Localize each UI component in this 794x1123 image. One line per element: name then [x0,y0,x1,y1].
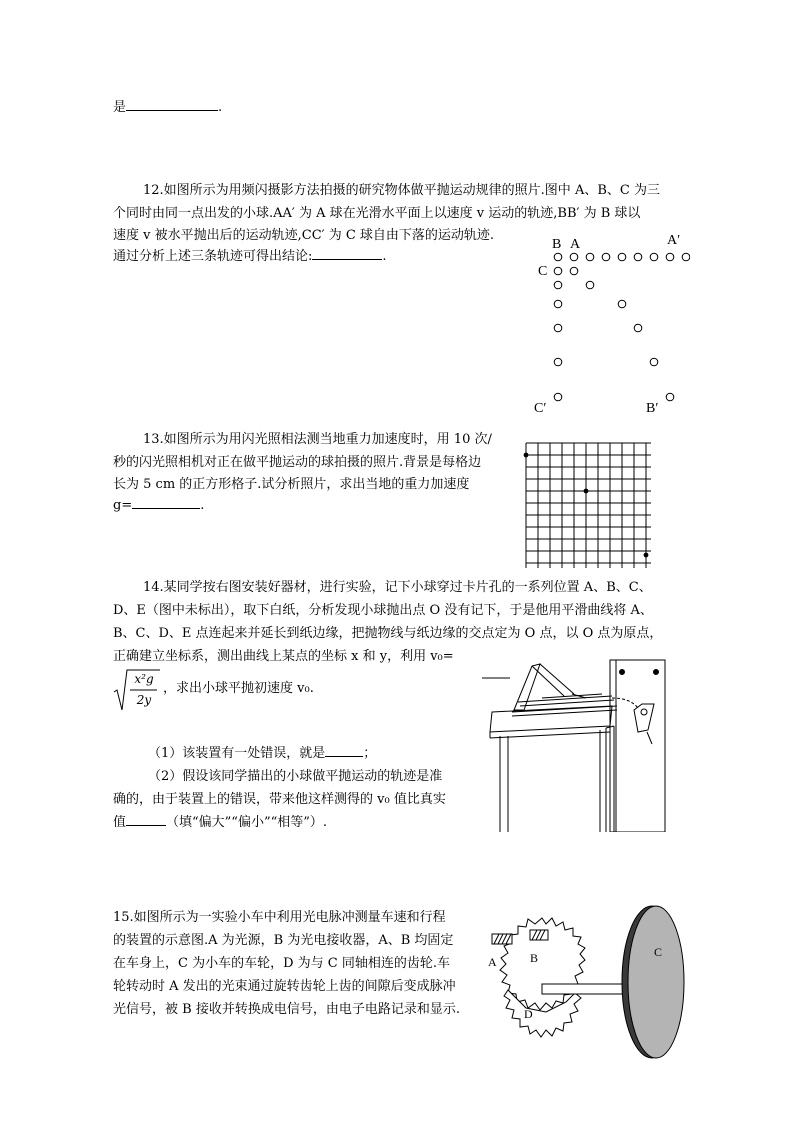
label-b-prime: B′ [646,401,659,416]
label-a: A [488,955,497,969]
formula-denominator: 2y [136,693,152,707]
q15-line4: 轮转动时 A 发出的光束通过旋转齿轮上齿的间隙后变成脉冲 [113,979,456,994]
grid-photo-figure [523,440,655,570]
label-c: C [538,264,548,279]
q14-sub1-end: ； [363,746,377,761]
wheel-c [628,906,684,1058]
q13-line4-end: . [200,498,205,513]
top-text: 是 [113,100,127,115]
ball-c-5 [554,358,562,366]
ball-a-3 [602,253,610,261]
answer-blank [126,811,166,826]
q15-line1: 15.如图所示为一实验小车中利用光电脉冲测量车速和行程 [113,910,446,925]
formula-numerator: x²g [134,672,154,686]
answer-blank [312,245,382,260]
q14-sub1-text: （1）该装置有一处错误，就是 [148,746,326,761]
q15-line2: 的装置的示意图.A 为光源，B 为光电接收器，A、B 均固定 [113,933,454,948]
ball-c-1 [554,267,562,275]
q14-sub2-a: （2）假设该同学描出的小球做平抛运动的轨迹是准 [148,769,443,784]
q14-sub1 [148,742,376,766]
q12-line4-text: 通过分析上述三条轨迹可得出结论: [113,249,313,264]
apparatus-figure [482,640,672,832]
q13-line4-text: g= [113,498,133,513]
q14-line1: 14.某同学按右图安装好器材，进行实验，记下小球穿过卡片孔的一系列位置 A、B、C、 [143,580,652,595]
label-a: A [570,237,581,252]
ball-b-1 [570,267,578,275]
gear-wheel-figure [486,900,706,1070]
ball-b-4 [634,324,642,332]
ball-c-2 [554,281,562,289]
answer-blank [132,494,200,509]
label-c-prime: C′ [534,401,547,416]
q12-line2: 个同时由同一点出发的小球.AA′ 为 A 球在光滑水平面上以速度 v 运动的轨迹,BB′ 为 B 球以 [113,206,641,221]
q14-line2: D、E（图中未标出），取下白纸，分析发现小球抛出点 O 没有记下，于是他用平滑曲线将 A、 [113,603,653,618]
q14-line3: B、C、D、E 点连起来并延长到纸边缘，把抛物线与纸边缘的交点定为 O 点，以 O 点为原点， [113,626,663,641]
q13-line4 [113,494,204,518]
q14-sub2-c-pre: 值 [113,815,127,830]
ball-a-8 [682,253,690,261]
top-end: . [218,100,223,115]
label-b: B [530,951,539,965]
ball-b-2 [586,281,594,289]
q15-line5: 光信号，被 B 接收并转换成电信号，由电子电路记录和显示. [113,1002,460,1017]
answer-blank [126,96,218,111]
q14-sub2-c [113,811,327,835]
ball-position-1 [524,453,529,458]
top-fragment [113,96,222,120]
q13-line3: 长为 5 cm 的正方形格子.试分析照片，求出当地的重力加速度 [113,477,470,492]
label-a-prime: A′ [667,233,681,248]
ball-a-5 [634,253,642,261]
label-c: C [654,945,663,959]
ball-c-3 [554,300,562,308]
label-b: B [552,237,562,252]
square-grid [526,443,651,568]
q13-line1: 13.如图所示为用闪光照相法测当地重力加速度时，用 10 次/ [143,432,492,447]
ball-a-6 [650,253,658,261]
ball-b-6 [666,393,674,401]
ball-c-4 [554,324,562,332]
ball-position-2 [584,489,589,494]
q13-line2: 秒的闪光照相机对正在做平抛运动的球拍摄的照片.背景是每格边 [113,455,482,470]
label-d: D [524,1007,533,1021]
q12-line3: 速度 v 被水平抛出后的运动轨迹,CC′ 为 C 球自由下落的运动轨迹. [113,228,495,243]
trajectory-figure [530,230,690,420]
q12-line4 [113,245,387,269]
q14-sub2-b: 确的，由于装置上的错误，带来他这样测得的 v₀ 值比真实 [113,792,446,807]
q12-line1: 12.如图所示为用频闪摄影方法拍摄的研究物体做平抛运动规律的照片.图中 A、B、C 为三 [143,183,660,198]
ball-a-0 [554,253,562,261]
ball-position-3 [644,553,649,558]
ball-a-4 [618,253,626,261]
ball-b-3 [618,300,626,308]
q14-line4: 正确建立坐标系，测出曲线上某点的坐标 x 和 y，利用 v₀= [113,649,454,664]
q14-sub2-c-post: （填“偏大”“偏小”“相等”）. [166,815,328,830]
ball-a-1 [570,253,578,261]
q15-line3: 在车身上，C 为小车的车轮，D 为与 C 同轴相连的齿轮.车 [113,956,450,971]
ball-b-5 [650,358,658,366]
ball-a-2 [586,253,594,261]
answer-blank [325,742,363,757]
ball-c-6 [554,393,562,401]
formula-after: ，求出小球平抛初速度 v₀. [163,681,314,696]
ball-a-7 [666,253,674,261]
q12-line4-end: . [382,249,387,264]
